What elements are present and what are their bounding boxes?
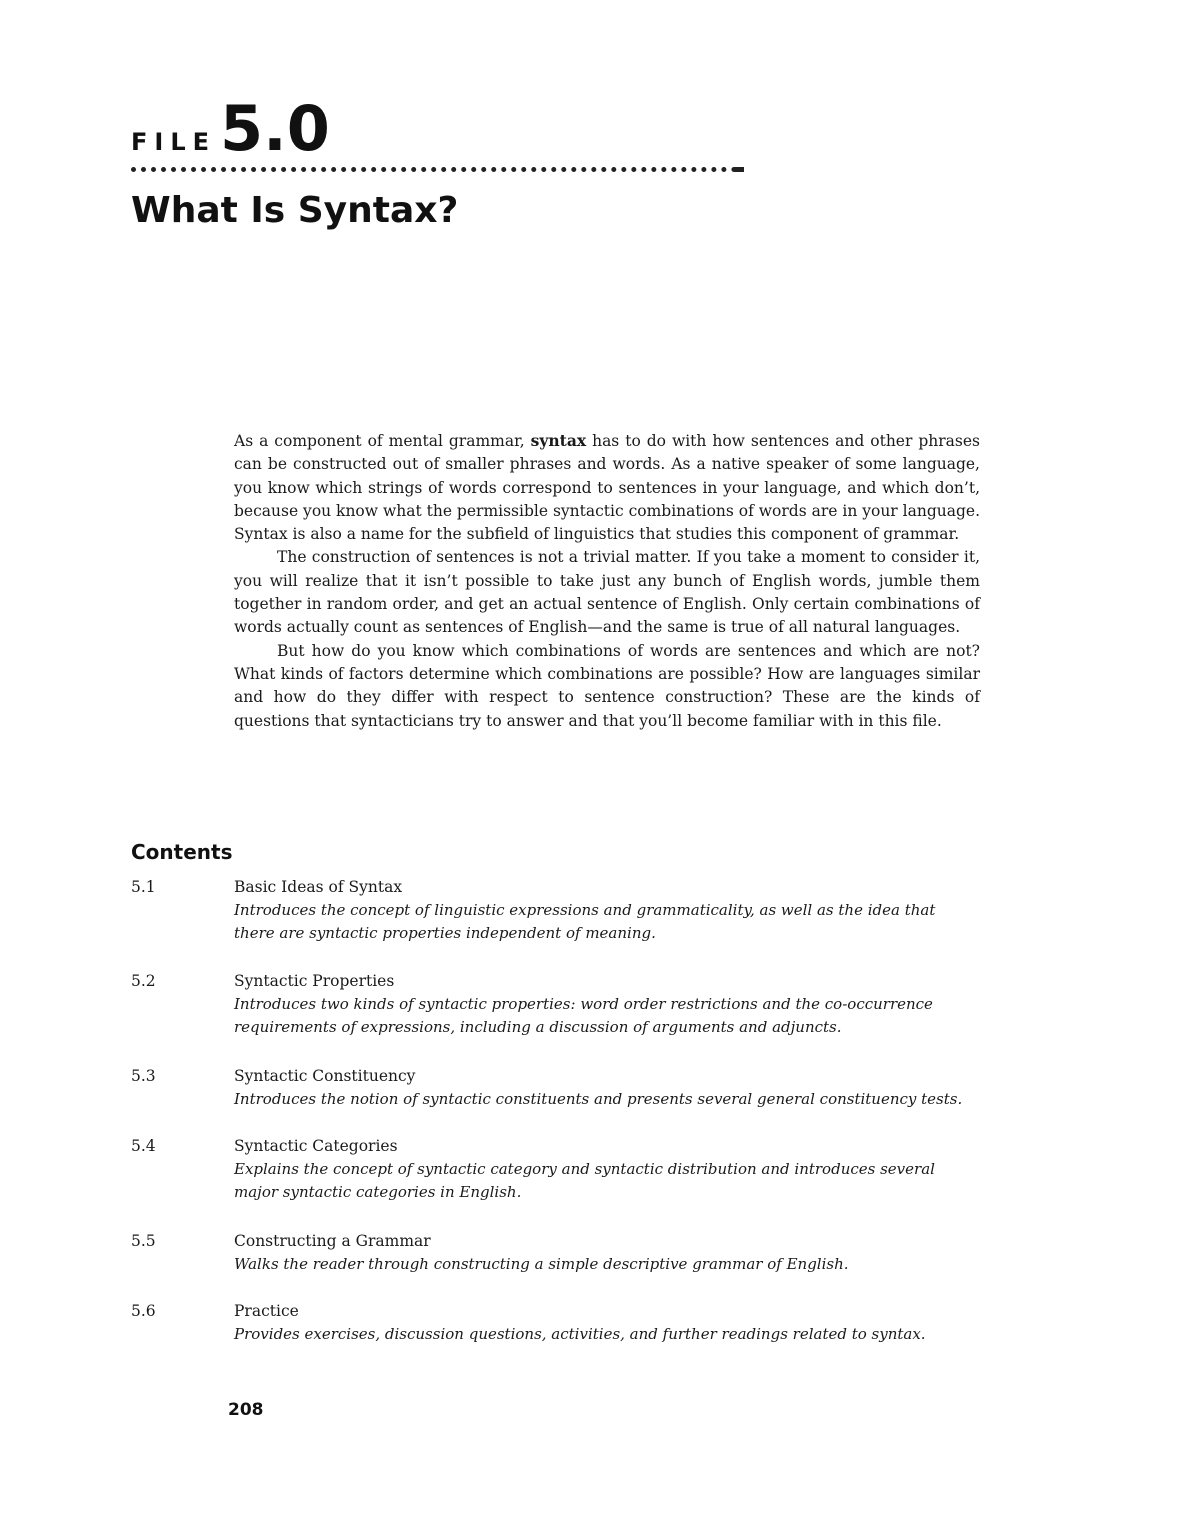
- intro-p1-lead: As a component of mental grammar,: [234, 432, 531, 450]
- intro-paragraph-2: The construction of sentences is not a trivial matter. If you take a moment to consider it, you will realize that it isn’t possible to take just any bunch of English words, jumble them together in random order, and get an actual sentence of English. Only certain combinations of words actually count as sentences of English—and the same is true of all natural languages.: [234, 548, 980, 637]
- toc-entry-number: 5.4: [131, 1137, 156, 1155]
- file-word: FILE: [131, 128, 217, 156]
- page-title: What Is Syntax?: [131, 190, 459, 231]
- toc-entry-title[interactable]: Basic Ideas of Syntax: [234, 878, 403, 896]
- toc-entry-number: 5.1: [131, 878, 156, 896]
- toc-entry-title[interactable]: Syntactic Categories: [234, 1137, 398, 1155]
- toc-entry-description: Explains the concept of syntactic category and syntactic distribution and introduces several major syntactic categories in English.: [234, 1160, 935, 1201]
- contents-heading: Contents: [131, 840, 233, 864]
- toc-entry-description: Introduces two kinds of syntactic properties: word order restrictions and the co-occurrence requirements of expressions, including a discussion of arguments and adjuncts.: [234, 995, 933, 1036]
- intro-text: [234, 429, 980, 733]
- toc-entry-description: Walks the reader through constructing a simple descriptive grammar of English.: [234, 1255, 849, 1273]
- toc-entry-title[interactable]: Constructing a Grammar: [234, 1232, 431, 1250]
- file-label: [131, 92, 330, 165]
- intro-paragraph-3: But how do you know which combinations of words are sentences and which are not? What kinds of factors determine which combinations are possible? How are languages similar and how do they differ with respect to sentence construction? These are the kinds of questions that syntacticians try to answer and that you’ll become familiar with in this file.: [234, 641, 980, 730]
- divider-end-mark: [734, 167, 744, 172]
- toc-entry-description: Introduces the notion of syntactic constituents and presents several general constituency tests.: [234, 1090, 963, 1108]
- toc-entry-title[interactable]: Syntactic Constituency: [234, 1067, 416, 1085]
- toc-entry-description: Provides exercises, discussion questions, activities, and further readings related to syntax.: [234, 1325, 926, 1343]
- toc-entry-title[interactable]: Syntactic Properties: [234, 972, 395, 990]
- toc-entry-number: 5.3: [131, 1067, 156, 1085]
- toc-entry-number: 5.2: [131, 972, 156, 990]
- page-number: 208: [228, 1400, 264, 1420]
- intro-p1-rest: has to do with how sentences and other phrases can be constructed out of smaller phrases and words. As a native speaker of some language, you know which strings of words correspond to sentences in your language, and which don’t, because you know what the permissible syntactic combinations of words are in your language. Syntax is also a name for the subfield of linguistics that studies this component of grammar.: [234, 432, 980, 544]
- dotted-divider: [131, 167, 737, 172]
- file-number: 5.0: [220, 92, 330, 165]
- toc-entry-number: 5.5: [131, 1232, 156, 1250]
- key-term: syntax: [530, 431, 587, 450]
- toc-entry-number: 5.6: [131, 1302, 156, 1320]
- toc-entry-title[interactable]: Practice: [234, 1302, 299, 1320]
- toc-entry-description: Introduces the concept of linguistic expressions and grammaticality, as well as the idea that there are syntactic properties independent of meaning.: [234, 901, 936, 942]
- intro-paragraph-1: [234, 429, 980, 546]
